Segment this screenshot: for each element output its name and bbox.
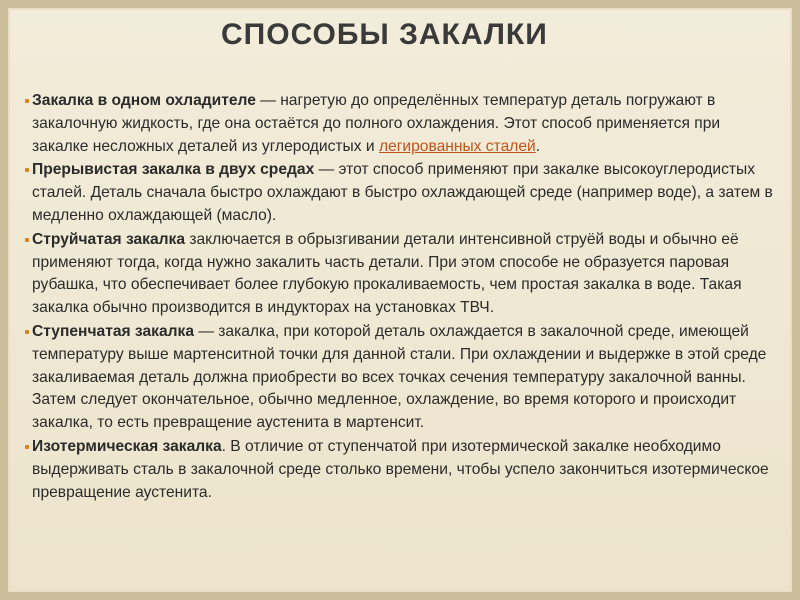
item-term: Прерывистая закалка в двух средах [32, 161, 315, 179]
item-text: — этот способ применяют при закалке высокоуглеродистых сталей. Деталь сначала быстро охлаждают в быстро охлаждающей среде (например воде), а затем в медленно охлаждающей (масло). [32, 161, 773, 224]
alloy-steels-link[interactable]: легированных сталей [378, 137, 536, 155]
list-item [26, 229, 778, 320]
item-tail: . [535, 137, 541, 155]
bullet-icon [25, 168, 29, 172]
bullet-icon [25, 238, 29, 242]
list-item [26, 90, 778, 158]
item-term: Изотермическая закалка [32, 437, 222, 455]
list-item [26, 321, 778, 435]
item-text: заключается в обрызгивании детали интенсивной струёй воды и обычно её применяют тогда, когда нужно закалить часть детали. При этом способе не образуется паровая рубашка, что обеспечивает более глубокую прокаливаемость, чем простая закалка в воде. Такая закалка обычно производится в индукторах на установках ТВЧ. [32, 230, 742, 317]
bullet-icon [25, 330, 29, 334]
item-term: Закалка в одном охладителе [32, 92, 256, 109]
bullet-icon [25, 445, 29, 449]
item-text: — закалка, при которой деталь охлаждается в закалочной среде, имеющей температуру выше мартенситной точки для данной стали. При охлаждении и выдержке в этой среде закаливаемая деталь должна приобрести во всех точках сечения температуру закалочной ванны. Затем следует окончательное, обычно медленное, охлаждение, во время которого и происходит закалка, то есть превращение аустенита в мартенсит. [32, 322, 767, 432]
list-item [26, 159, 778, 227]
item-text: . В отличие от ступенчатой при изотермической закалке необходимо выдерживать сталь в закалочной среде столько времени, чтобы успело закончиться изотермическое превращение аустенита. [32, 437, 769, 501]
item-term: Ступенчатая закалка [32, 322, 195, 340]
slide-title: СПОСОБЫ ЗАКАЛКИ [221, 18, 548, 51]
bullet-list [26, 90, 778, 505]
bullet-icon [25, 99, 29, 103]
list-item [26, 436, 778, 504]
item-term: Струйчатая закалка [32, 230, 186, 248]
item-text: — нагретую до определённых температур деталь погружают в закалочную жидкость, где она остаётся до полного охлаждения. Этот способ применяется при закалке несложных деталей из углеродистых и [32, 92, 721, 155]
